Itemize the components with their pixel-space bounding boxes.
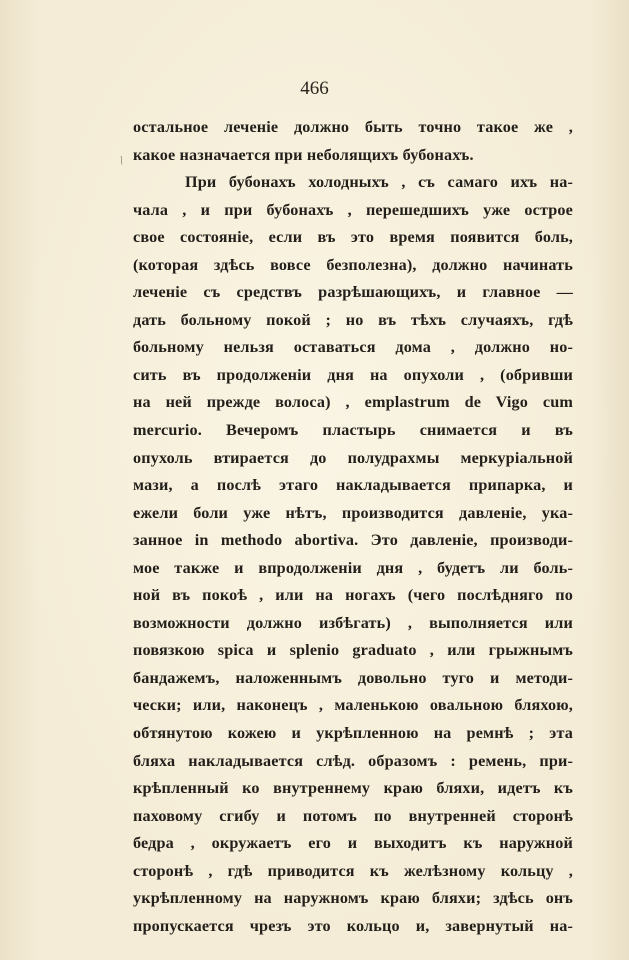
- text-line: дать больному покой ; но въ тѣхъ случаяхъ, гдѣ: [133, 310, 573, 329]
- text-line: крѣпленный ко внутреннему краю бляхи, идетъ къ: [133, 779, 573, 798]
- page-number: 466: [300, 78, 329, 99]
- text-line: бляха накладывается слѣд. образомъ : ремень, при-: [133, 751, 573, 770]
- body-text: [133, 114, 573, 940]
- text-line: ежели боли уже нѣтъ, производится давленіе, ука-: [133, 503, 573, 522]
- text-line: больному нельзя оставаться дома , должно но-: [133, 338, 573, 357]
- text-line: чала , и при бубонахъ , перешедшихъ уже острое: [133, 200, 573, 219]
- text-line: свое состояніе, если въ это время появится боль,: [133, 228, 573, 247]
- text-line: укрѣпленному на наружномъ краю бляхи; здѣсь онъ: [133, 889, 573, 908]
- text-line: При бубонахъ холодныхъ , съ самаго ихъ на-: [185, 173, 573, 192]
- text-line: чески; или, наконецъ , маленькою овальною бляхою,: [133, 696, 573, 715]
- text-line: паховому сгибу и потомъ по внутренней сторонѣ: [133, 806, 573, 825]
- text-line: mercurio. Вечеромъ пластырь снимается и въ: [133, 421, 573, 440]
- text-line: занное in methodo abortiva. Это давленіе, производи-: [133, 531, 573, 550]
- text-line: ной въ покоѣ , или на ногахъ (чего послѣдняго по: [133, 586, 573, 605]
- text-line: пропускается чрезъ это кольцо и, завернутый на-: [133, 916, 573, 935]
- text-line: сить въ продолженіи дня на опухоли , (обривши: [133, 365, 573, 384]
- text-line: (которая здѣсь вовсе безполезна), должно начинать: [133, 255, 573, 274]
- text-line: бедра , окружаетъ его и выходитъ къ наружной: [133, 834, 573, 853]
- text-line: бандажемъ, наложеннымъ довольно туго и методи-: [133, 668, 573, 687]
- text-line: обтянутою кожею и укрѣпленною на ремнѣ ; эта: [133, 724, 573, 743]
- margin-mark: /: [116, 152, 126, 168]
- text-line: леченіе съ средствъ разрѣшающихъ, и главное —: [133, 283, 573, 302]
- text-line: повязкою spica и splenio graduato , или грыжнымъ: [133, 641, 573, 660]
- text-line: мази, а послѣ этаго накладывается припарка, и: [133, 476, 573, 495]
- text-line: возможности должно избѣгать) , выполняется или: [133, 613, 573, 632]
- text-line: на ней прежде волоса) , emplastrum de Vigo cum: [133, 393, 573, 412]
- text-line: остальное леченіе должно быть точно такое же ,: [133, 118, 573, 136]
- text-line: опухоль втирается до полудрахмы меркуріальной: [133, 448, 573, 467]
- text-line: какое назначается при неболящихъ бубонахъ.: [133, 145, 474, 164]
- text-line: сторонѣ , гдѣ приводится къ желѣзному кольцу ,: [133, 861, 573, 880]
- text-line: мое также и впродолженіи дня , будетъ ли боль-: [133, 558, 573, 577]
